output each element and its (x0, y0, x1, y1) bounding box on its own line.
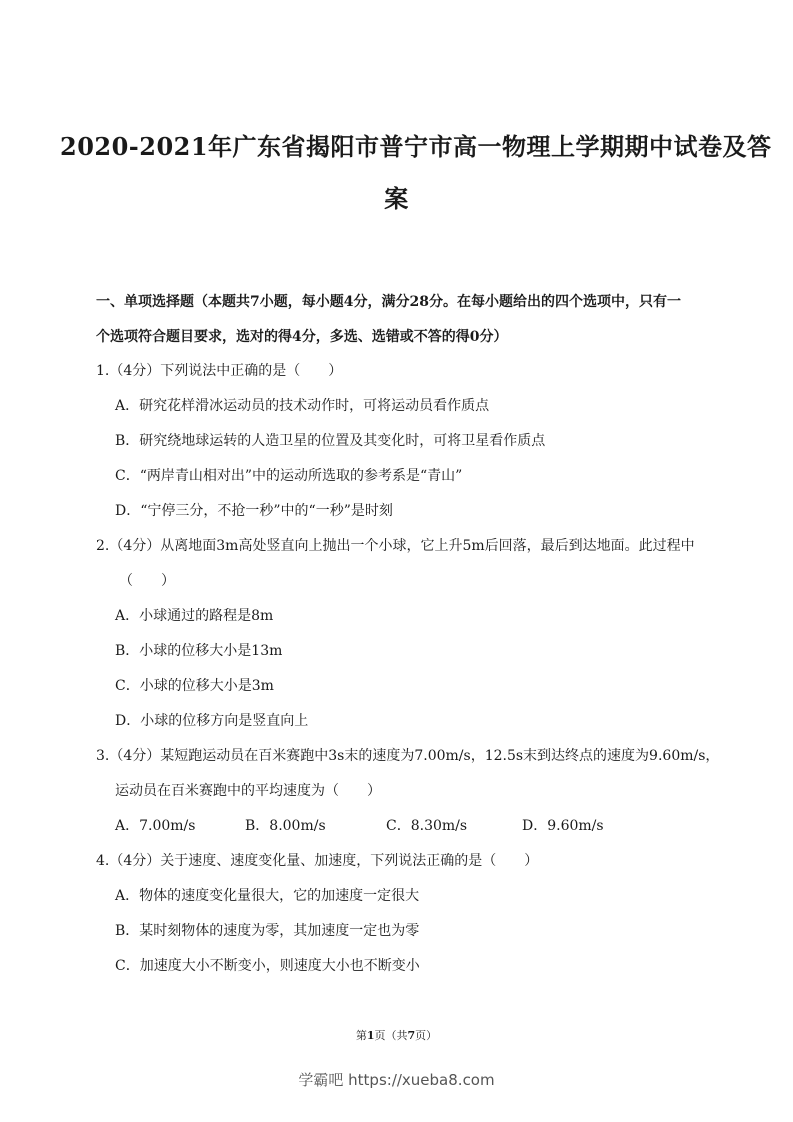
question-4-option-c: C．加速度大小不断变小，则速度大小也不断变小 (115, 958, 420, 974)
question-4-stem: 4.（4分）关于速度、速度变化量、加速度，下列说法正确的是（ ） (96, 853, 539, 869)
question-1-option-a: A．研究花样滑冰运动员的技术动作时，可将运动员看作质点 (115, 398, 490, 414)
section-heading-line2: 个选项符合题目要求，选对的得4分，多选、选错或不答的得0分） (96, 329, 508, 345)
footer-suffix: 页） (415, 1029, 438, 1042)
question-2-option-d: D．小球的位移方向是竖直向上 (115, 713, 309, 729)
section-heading-line1: 一、单项选择题（本题共7小题，每小题4分，满分28分。在每小题给出的四个选项中，只有一 (96, 294, 681, 310)
question-1-option-d: D．“宁停三分，不抢一秒”中的“一秒”是时刻 (115, 503, 393, 519)
question-2-option-a: A．小球通过的路程是8m (115, 608, 274, 624)
question-3-option-c: C．8.30m/s (386, 818, 468, 834)
footer-middle: 页（共 (374, 1029, 408, 1042)
footer-page-number: 1 (366, 1029, 375, 1042)
site-watermark: 学霸吧 https://xueba8.com (298, 1071, 495, 1089)
question-3-stem: 3.（4分）某短跑运动员在百米赛跑中3s末的速度为7.00m/s，12.5s末到达终点的速度为9.60m/s， (96, 748, 720, 764)
footer-total-pages: 7 (407, 1029, 416, 1042)
question-1-option-b: B．研究绕地球运转的人造卫星的位置及其变化时，可将卫星看作质点 (115, 433, 546, 449)
question-3-option-b: B．8.00m/s (245, 818, 326, 834)
question-4-option-a: A．物体的速度变化量很大，它的加速度一定很大 (115, 888, 420, 904)
question-3-stem-continued: 运动员在百米赛跑中的平均速度为（ ） (115, 783, 381, 799)
document-title-line2: 案 (384, 184, 409, 213)
question-3-option-d: D．9.60m/s (522, 818, 604, 834)
question-2-option-c: C．小球的位移大小是3m (115, 678, 274, 694)
question-1-stem: 1.（4分）下列说法中正确的是（ ） (96, 363, 343, 379)
question-2-stem-continued: （ ） (119, 573, 175, 589)
question-2-stem: 2.（4分）从离地面3m高处竖直向上抛出一个小球，它上升5m后回落，最后到达地面。此过程中 (96, 538, 695, 554)
question-4-option-b: B．某时刻物体的速度为零，其加速度一定也为零 (115, 923, 420, 939)
question-2-option-b: B．小球的位移大小是13m (115, 643, 283, 659)
question-3-option-a: A．7.00m/s (115, 818, 196, 834)
footer-prefix: 第 (355, 1029, 367, 1042)
question-1-option-c: C．“两岸青山相对出”中的运动所选取的参考系是“青山” (115, 468, 463, 484)
document-title-line1: 2020-2021年广东省揭阳市普宁市高一物理上学期期中试卷及答 (60, 132, 772, 161)
page-number-footer (0, 1027, 793, 1043)
